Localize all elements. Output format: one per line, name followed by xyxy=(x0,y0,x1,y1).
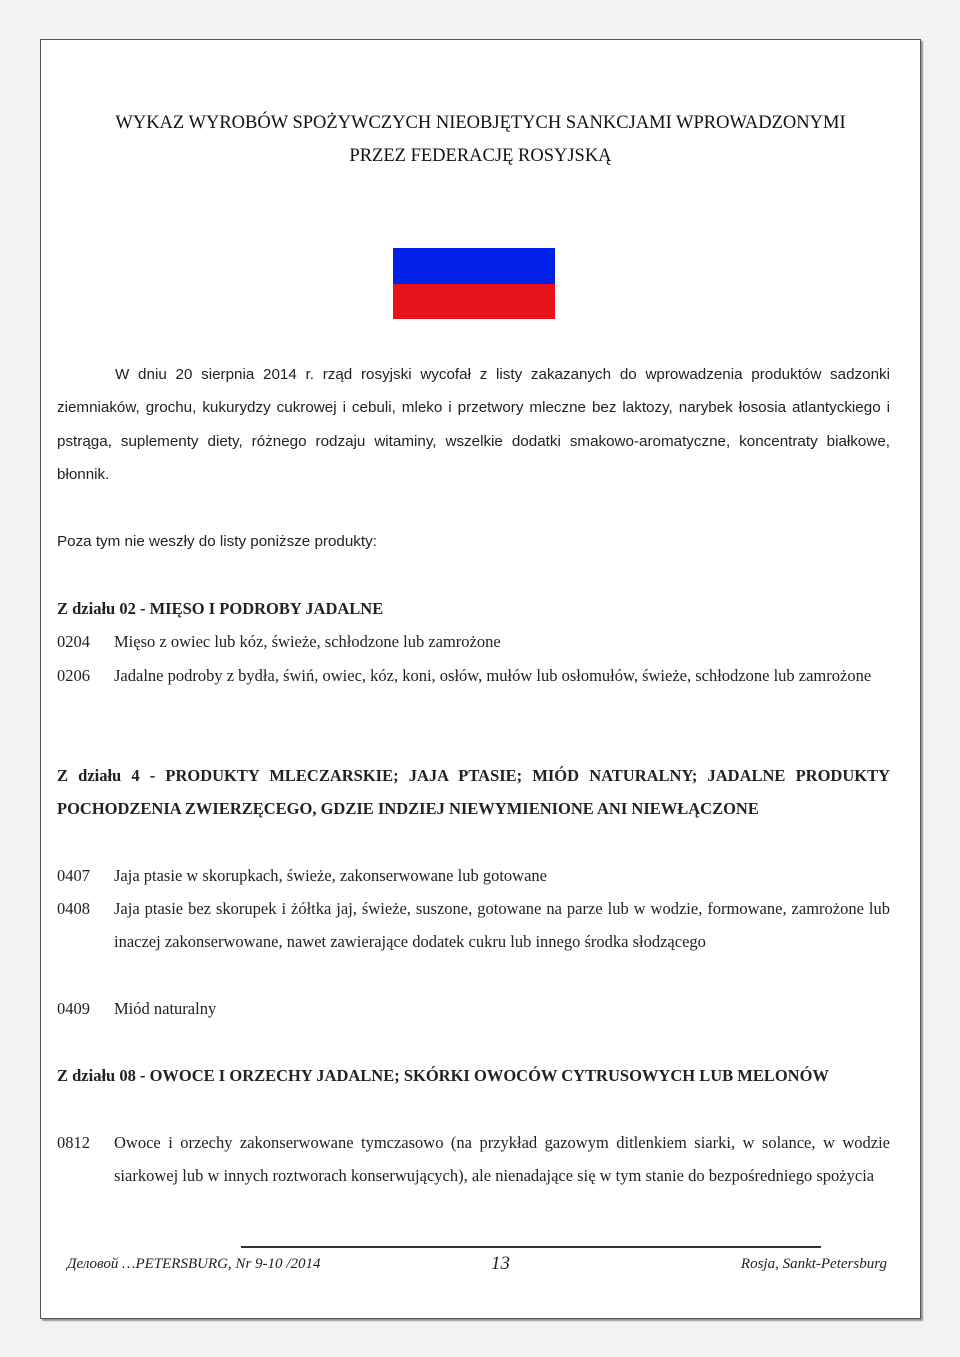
item-code: 0204 xyxy=(57,632,90,651)
flag-stripe-white xyxy=(393,213,555,248)
item-code: 0812 xyxy=(57,1133,90,1152)
item-description: Owoce i orzechy zakonserwowane tymczasowo (na przykład gazowym ditlenkiem siarki, w solance, w wodzie siarkowej lub w innych roztworach konserwujących), ale nienadające się w tym stanie do bezpośredniego spożycia xyxy=(114,1133,890,1186)
list-item xyxy=(57,659,890,692)
item-code: 0206 xyxy=(57,666,90,685)
flag-stripe-red xyxy=(393,284,555,319)
russian-flag-image xyxy=(393,213,555,319)
section-heading-4: Z działu 4 - PRODUKTY MLECZARSKIE; JAJA PTASIE; MIÓD NATURALNY; JADALNE PRODUKTY POCHODZENIA ZWIERZĘCEGO, GDZIE INDZIEJ NIEWYMIENIONE ANI NIEWŁĄCZONE xyxy=(57,766,890,819)
footer-divider xyxy=(241,1246,821,1248)
list-item xyxy=(57,859,890,892)
section-heading-08: Z działu 08 - OWOCE I ORZECHY JADALNE; SKÓRKI OWOCÓW CYTRUSOWYCH LUB MELONÓW xyxy=(57,1066,829,1085)
footer-publication: Деловой …PETERSBURG, Nr 9-10 /2014 xyxy=(67,1256,321,1272)
flag-stripe-blue xyxy=(393,248,555,283)
list-item xyxy=(57,892,890,959)
footer-location: Rosja, Sankt-Petersburg xyxy=(740,1256,887,1272)
item-description: Jaja ptasie bez skorupek i żółtka jaj, świeże, suszone, gotowane na parze lub w wodzie, formowane, zamrożone lub inaczej zakonserwowane, nawet zawierające dodatek cukru lub innego środka słodzącego xyxy=(114,899,890,952)
title-line-1: WYKAZ WYROBÓW SPOŻYWCZYCH NIEOBJĘTYCH SANKCJAMI WPROWADZONYMI xyxy=(115,113,846,133)
item-description: Miód naturalny xyxy=(114,999,217,1018)
list-item xyxy=(57,1126,890,1193)
section-heading-02: Z działu 02 - MIĘSO I PODROBY JADALNE xyxy=(57,599,384,618)
footer-page-number: 13 xyxy=(491,1253,510,1274)
item-code: 0407 xyxy=(57,866,90,885)
item-description: Mięso z owiec lub kóz, świeże, schłodzone lub zamrożone xyxy=(114,632,501,651)
item-description: Jaja ptasie w skorupkach, świeże, zakonserwowane lub gotowane xyxy=(114,866,547,885)
list-item xyxy=(57,992,890,1025)
title-line-2: PRZEZ FEDERACJĘ ROSYJSKĄ xyxy=(349,146,612,166)
lead-text: Poza tym nie weszły do listy poniższe produkty: xyxy=(57,533,377,550)
item-code: 0409 xyxy=(57,999,90,1018)
item-code: 0408 xyxy=(57,899,90,918)
document-page xyxy=(40,39,921,1319)
list-item xyxy=(57,625,890,658)
intro-paragraph: W dniu 20 sierpnia 2014 r. rząd rosyjski wycofał z listy zakazanych do wprowadzenia produktów sadzonki ziemniaków, grochu, kukurydzy cukrowej i cebuli, mleko i przetwory mleczne bez laktozy, narybek łososia atlantyckiego i pstrąga, suplementy diety, różnego rodzaju witaminy, wszelkie dodatki smakowo-aromatyczne, koncentraty białkowe, błonnik. xyxy=(57,366,890,483)
item-description: Jadalne podroby z bydła, świń, owiec, kóz, koni, osłów, mułów lub osłomułów, świeże, schłodzone lub zamrożone xyxy=(114,666,872,685)
